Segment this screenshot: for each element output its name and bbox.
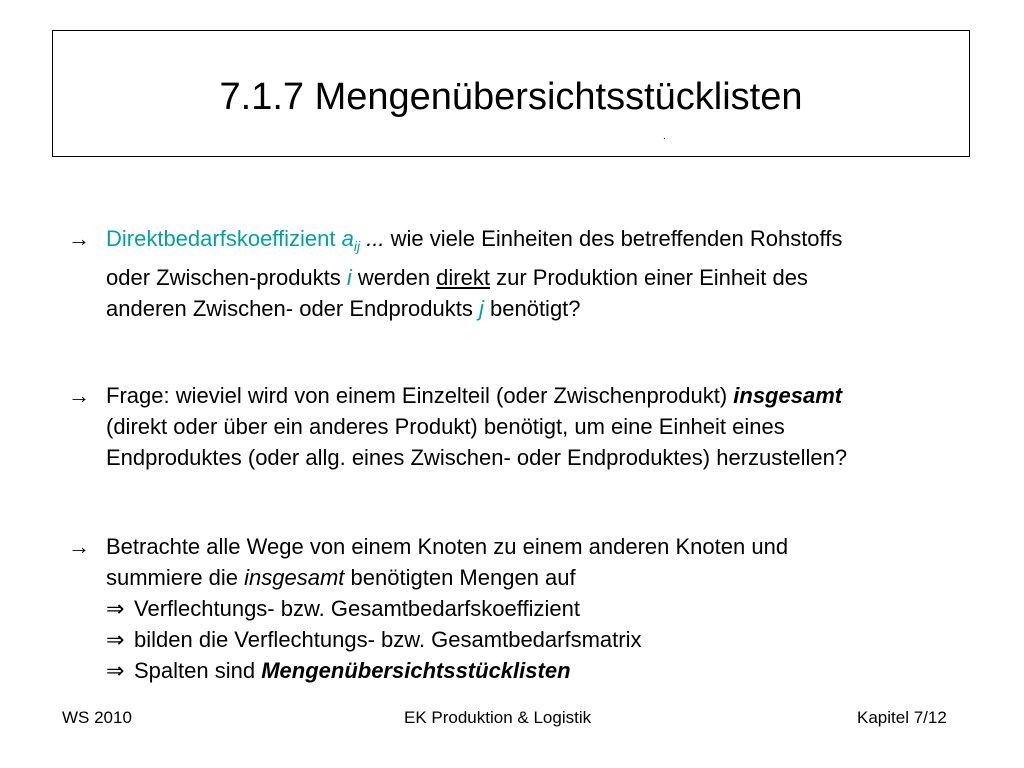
- emphasis-insgesamt: insgesamt: [733, 383, 843, 408]
- text-line: [106, 380, 986, 411]
- text-segment: anderen Zwischen- oder Endprodukts: [106, 296, 479, 321]
- symbol-a: a: [341, 226, 354, 251]
- text-segment: Frage: wieviel wird von einem Einzelteil (oder Zwischenprodukt): [106, 383, 734, 408]
- implies-icon: ⇒: [106, 658, 125, 683]
- text-line: [106, 562, 986, 593]
- right-arrow-icon: →: [68, 226, 90, 251]
- text-line: [106, 223, 986, 262]
- slide-title: 7.1.7 Mengenübersichtsstücklisten: [219, 76, 803, 118]
- footer-course: EK Produktion & Logistik: [404, 708, 592, 727]
- implies-icon: ⇒: [106, 627, 125, 652]
- symbol-j: j: [479, 296, 484, 321]
- bullet-text: [106, 380, 986, 473]
- text-segment: wie viele Einheiten des betreffenden Rohstoffs: [384, 226, 843, 251]
- term-direktbedarfskoeffizient: Direktbedarfskoeffizient: [106, 226, 342, 251]
- emphasis-insgesamt: insgesamt: [244, 565, 345, 590]
- text-segment: Verflechtungs- bzw. Gesamtbedarfskoeffizient: [134, 596, 580, 621]
- right-arrow-icon: →: [68, 383, 90, 408]
- title-dot: .: [663, 131, 666, 142]
- right-arrow-icon: →: [68, 534, 90, 559]
- ellipsis: ...: [360, 226, 385, 251]
- text-line: (direkt oder über ein anderes Produkt) benötigt, um eine Einheit eines: [106, 414, 785, 439]
- text-line: Betrachte alle Wege von einem Knoten zu einem anderen Knoten und: [106, 534, 789, 559]
- text-line: [106, 655, 986, 686]
- symbol-i: i: [346, 265, 352, 290]
- text-line: [106, 593, 986, 624]
- text-line: [106, 293, 986, 324]
- text-line: [106, 262, 986, 293]
- text-line: [106, 624, 986, 655]
- text-segment: summiere die: [106, 565, 245, 590]
- underlined-direkt: direkt: [436, 265, 490, 290]
- text-segment: Spalten sind: [134, 658, 262, 683]
- emphasis-mengenuebersichtsstuecklisten: Mengenübersichtsstücklisten: [261, 658, 571, 683]
- text-segment: werden: [351, 265, 437, 290]
- text-segment: bilden die Verflechtungs- bzw. Gesamtbedarfsmatrix: [134, 627, 642, 652]
- subscript-ij: ij: [353, 238, 361, 254]
- text-segment: benötigten Mengen auf: [344, 565, 576, 590]
- text-segment: benötigt?: [483, 296, 581, 321]
- bullet-text: [106, 223, 986, 324]
- text-segment: oder Zwischen-produkts: [106, 265, 347, 290]
- footer-semester: WS 2010: [62, 708, 132, 727]
- implies-icon: ⇒: [106, 596, 125, 621]
- title-box: [52, 30, 970, 157]
- bullet-text: [106, 531, 986, 686]
- text-line: Endproduktes (oder allg. eines Zwischen- oder Endproduktes) herzustellen?: [106, 445, 848, 470]
- text-segment: zur Produktion einer Einheit des: [489, 265, 808, 290]
- footer-chapter: Kapitel 7/12: [857, 708, 947, 727]
